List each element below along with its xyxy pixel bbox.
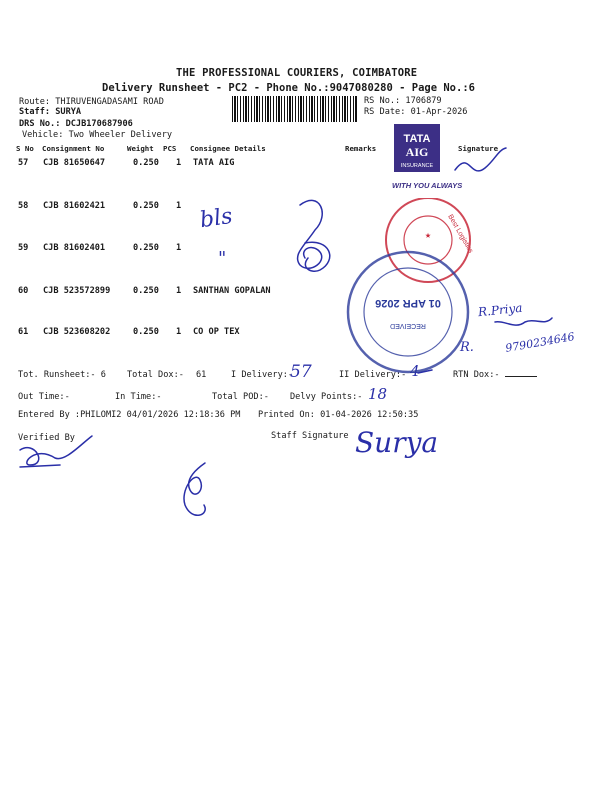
row-weight: 0.250 xyxy=(133,243,159,253)
receiver-initial-handwritten: R. xyxy=(460,340,474,355)
tata-aig-stamp xyxy=(390,124,470,194)
tot-runsheet: Tot. Runsheet:- 6 xyxy=(18,370,106,380)
row-consignment: CJB 81602401 xyxy=(43,243,106,253)
insurance-text: INSURANCE xyxy=(400,163,434,169)
i-delivery-label: I Delivery:- xyxy=(231,370,294,380)
col-sno: S No xyxy=(16,144,34,153)
row-pcs: 1 xyxy=(176,286,182,296)
receiver-name-handwritten: R.Priya xyxy=(477,300,524,320)
runsheet-title: Delivery Runsheet - PC2 - Phone No.:9047080280 - Page No.:6 xyxy=(102,82,475,94)
received-date-stamp xyxy=(340,250,480,380)
col-remarks: Remarks xyxy=(345,144,377,153)
received-stamp-label: RECEIVED xyxy=(390,322,426,329)
row-consignee: CO OP TEX xyxy=(193,327,240,337)
route-label: Route: THIRUVENGADASAMI ROAD xyxy=(19,97,164,107)
row-pcs: 1 xyxy=(176,158,182,168)
row-sno: 58 xyxy=(18,201,29,211)
receiver-phone-handwritten: 9790234646 xyxy=(504,330,576,355)
row-weight: 0.250 xyxy=(133,286,159,296)
delvy-points-handwritten: 18 xyxy=(368,385,388,403)
drs-number: DRS No.: DCJB170687906 xyxy=(19,119,133,129)
tagline-text: WITH YOU ALWAYS xyxy=(392,181,463,190)
printed-on: Printed On: 01-04-2026 12:50:35 xyxy=(258,410,419,420)
rs-number: RS No.: 1706879 xyxy=(364,96,442,106)
row-pcs: 1 xyxy=(176,327,182,337)
row-consignment: CJB 81650647 xyxy=(43,158,106,168)
row-consignment: CJB 523608202 xyxy=(43,327,111,337)
aig-text: AIG xyxy=(405,145,429,159)
row-weight: 0.250 xyxy=(133,327,159,337)
verified-by-underline xyxy=(20,465,60,467)
ii-delivery-label: II Delivery:- xyxy=(339,370,407,380)
col-consignee: Consignee Details xyxy=(190,144,266,153)
row-sno: 57 xyxy=(18,158,29,168)
row-sno: 60 xyxy=(18,286,29,296)
i-delivery-handwritten: 57 xyxy=(290,362,312,382)
row-sno: 59 xyxy=(18,243,29,253)
red-stamp-text: Best Logistics xyxy=(446,213,474,255)
col-weight: Weight xyxy=(127,144,154,153)
col-consignment: Consignment No xyxy=(42,144,105,153)
row-pcs: 1 xyxy=(176,243,182,253)
col-pcs: PCS xyxy=(163,144,177,153)
row58-handwritten-note: bls xyxy=(198,203,235,234)
star-icon: ★ xyxy=(424,230,432,241)
staff-label: Staff: SURYA xyxy=(19,107,82,117)
entered-by: Entered By :PHILOMI2 04/01/2026 12:18:36 PM xyxy=(18,410,241,420)
row-pcs: 1 xyxy=(176,201,182,211)
company-title: THE PROFESSIONAL COURIERS, COIMBATORE xyxy=(176,67,418,79)
total-dox-value: 61 xyxy=(196,370,207,380)
in-time-label: In Time:- xyxy=(115,392,162,402)
row58-signature xyxy=(298,200,323,268)
tata-brand-text: TATA xyxy=(403,133,431,145)
received-stamp-date: 01 APR 2026 xyxy=(375,297,441,309)
total-dox-label: Total Dox:- xyxy=(127,370,184,380)
row-consignment: CJB 81602421 xyxy=(43,201,106,211)
delvy-points-label: Delvy Points:- xyxy=(290,392,363,402)
row-consignee: TATA AIG xyxy=(193,158,235,168)
tata-aig-logo xyxy=(390,124,470,194)
row-weight: 0.250 xyxy=(133,158,159,168)
verified-by-label: Verified By xyxy=(18,433,75,443)
total-pod-label: Total POD:- xyxy=(212,392,269,402)
receiver-signature xyxy=(495,318,552,325)
vehicle-label: Vehicle: Two Wheeler Delivery xyxy=(22,130,173,140)
lower-signature xyxy=(184,463,205,515)
row-consignee: SANTHAN GOPALAN xyxy=(193,286,271,296)
rtn-dox-label: RTN Dox:- xyxy=(453,370,500,380)
staff-signature-handwritten: Surya xyxy=(355,426,439,459)
ii-delivery-handwritten: 4 xyxy=(410,362,420,380)
row-consignment: CJB 523572899 xyxy=(43,286,111,296)
verified-by-signature xyxy=(20,436,92,465)
col-signature: Signature xyxy=(458,144,499,153)
row59-handwritten-ditto: " xyxy=(218,248,227,269)
row-weight: 0.250 xyxy=(133,201,159,211)
rs-date: RS Date: 01-Apr-2026 xyxy=(364,107,468,117)
row-sno: 61 xyxy=(18,327,29,337)
staff-signature-label: Staff Signature xyxy=(271,431,349,441)
row59-signature xyxy=(305,242,330,271)
out-time-label: Out Time:- xyxy=(18,392,70,402)
